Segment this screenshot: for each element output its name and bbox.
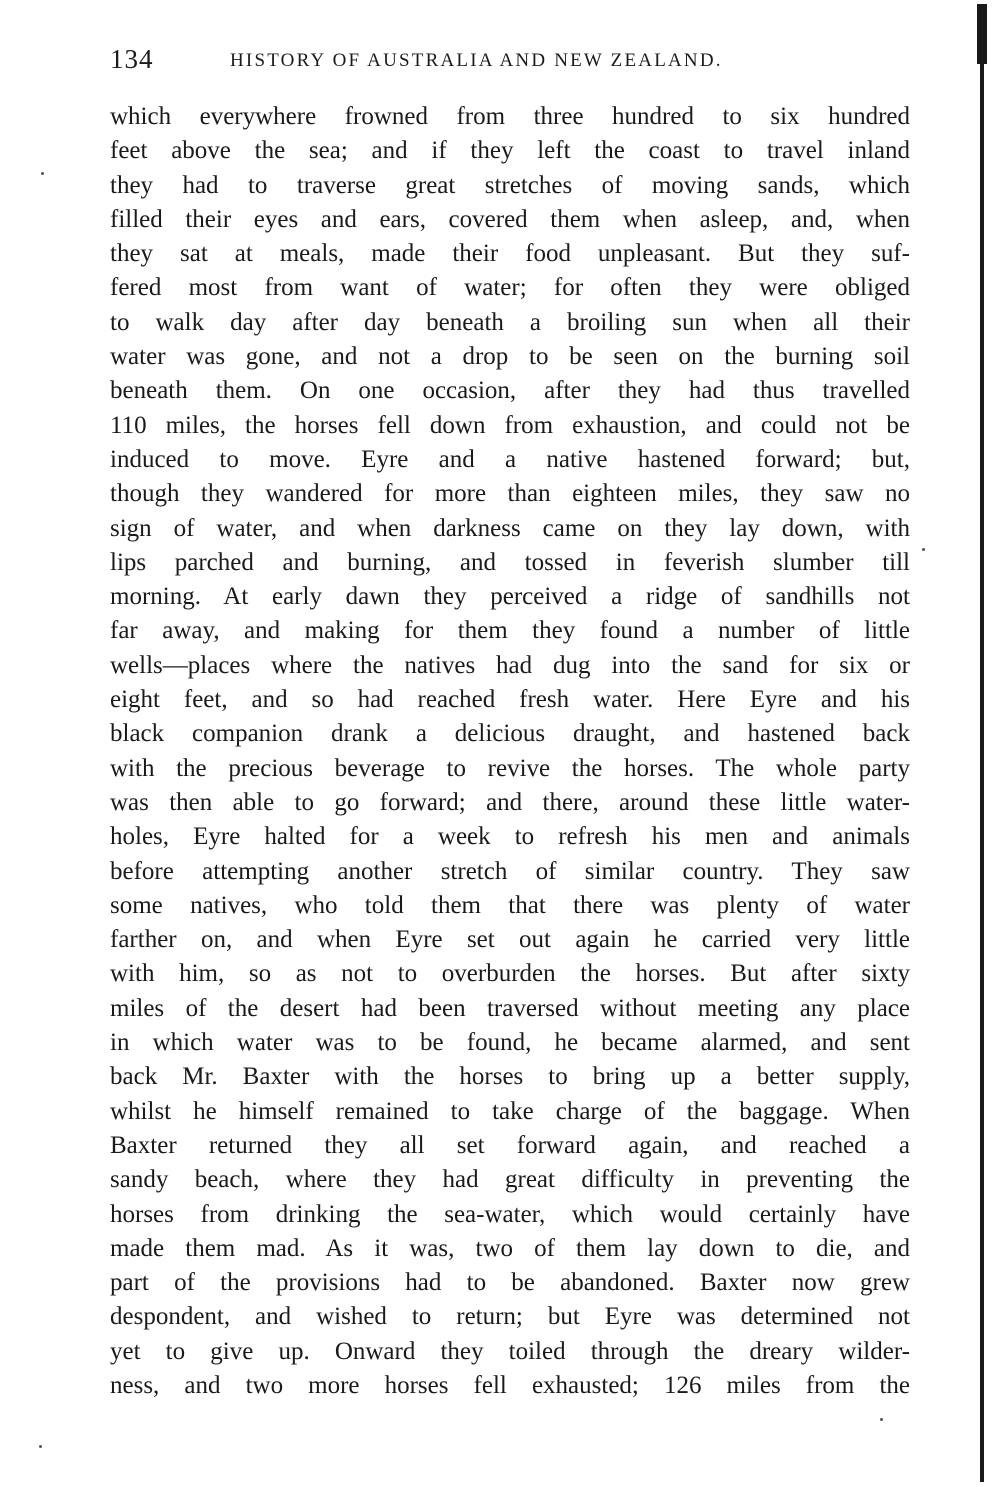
text-line: was then able to go forward; and there, around these little water-: [110, 788, 910, 816]
text-line: yet to give up. Onward they toiled through the dreary wilder-: [110, 1337, 910, 1365]
text-line: sign of water, and when darkness came on they lay down, with: [110, 514, 910, 542]
text-line: beneath them. On one occasion, after they had thus travelled: [110, 377, 910, 405]
page-number: 134: [110, 44, 154, 74]
text-line: farther on, and when Eyre set out again he carried very little: [110, 926, 910, 954]
paper-speck: [39, 1445, 42, 1448]
text-line: eight feet, and so had reached fresh water. Here Eyre and his: [110, 686, 910, 714]
text-line: to walk day after day beneath a broiling sun when all their: [110, 308, 910, 336]
text-line: sandy beach, where they had great difficulty in preventing the: [110, 1166, 910, 1194]
text-line: lips parched and burning, and tossed in feverish slumber till: [110, 548, 910, 576]
paper-speck: [922, 548, 925, 551]
running-title: HISTORY OF AUSTRALIA AND NEW ZEALAND.: [230, 50, 723, 71]
text-line: feet above the sea; and if they left the coast to travel inland: [110, 137, 910, 165]
body-text: [110, 100, 910, 1403]
text-line: filled their eyes and ears, covered them when asleep, and, when: [110, 205, 910, 233]
text-line: induced to move. Eyre and a native hastened forward; but,: [110, 445, 910, 473]
text-line: far away, and making for them they found a number of little: [110, 617, 910, 645]
text-line: despondent, and wished to return; but Eyre was determined not: [110, 1303, 910, 1331]
text-line: before attempting another stretch of similar country. They saw: [110, 857, 910, 885]
text-line: horses from drinking the sea-water, which would certainly have: [110, 1200, 910, 1228]
text-line: holes, Eyre halted for a week to refresh his men and animals: [110, 823, 910, 851]
text-line: in which water was to be found, he became alarmed, and sent: [110, 1029, 910, 1057]
text-line: wells—places where the natives had dug into the sand for six or: [110, 651, 910, 679]
text-line: water was gone, and not a drop to be seen on the burning soil: [110, 343, 910, 371]
text-line: which everywhere frowned from three hundred to six hundred: [110, 103, 910, 130]
text-line: they sat at meals, made their food unpleasant. But they suf-: [110, 240, 910, 268]
paper-speck: [41, 172, 44, 175]
text-line: Baxter returned they all set forward again, and reached a: [110, 1131, 910, 1159]
text-line: with the precious beverage to revive the horses. The whole party: [110, 754, 910, 782]
text-line: they had to traverse great stretches of moving sands, which: [110, 171, 910, 199]
text-line: made them mad. As it was, two of them lay down to die, and: [110, 1234, 910, 1262]
text-line: 110 miles, the horses fell down from exhaustion, and could not be: [110, 411, 910, 439]
text-line: black companion drank a delicious draught, and hastened back: [110, 720, 910, 748]
text-line: miles of the desert had been traversed without meeting any place: [110, 994, 910, 1022]
paper-speck: [880, 1418, 883, 1421]
page-edge-shadow: [980, 12, 984, 1482]
text-line: with him, so as not to overburden the horses. But after sixty: [110, 960, 910, 988]
text-line: though they wandered for more than eighteen miles, they saw no: [110, 480, 910, 508]
text-line: morning. At early dawn they perceived a ridge of sandhills not: [110, 583, 910, 611]
text-line: some natives, who told them that there was plenty of water: [110, 891, 910, 919]
text-line: ness, and two more horses fell exhausted; 126 miles from the: [110, 1371, 910, 1399]
text-line: part of the provisions had to be abandoned. Baxter now grew: [110, 1269, 910, 1297]
text-line: fered most from want of water; for often they were obliged: [110, 274, 910, 302]
running-header: [110, 44, 910, 78]
text-line: whilst he himself remained to take charge of the baggage. When: [110, 1097, 910, 1125]
text-line: back Mr. Baxter with the horses to bring up a better supply,: [110, 1063, 910, 1091]
